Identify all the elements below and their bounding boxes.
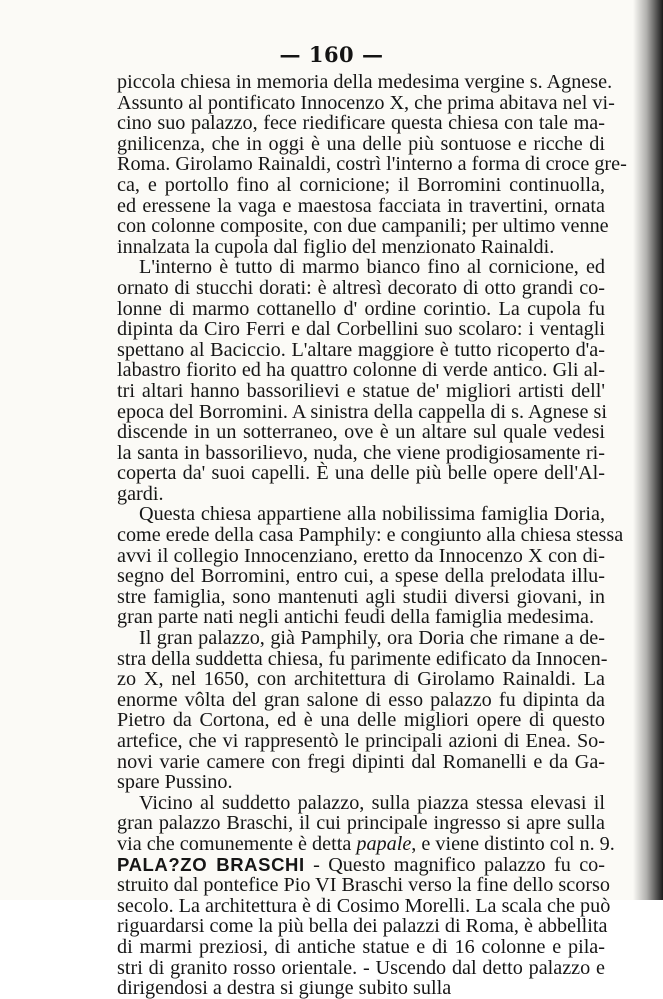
section-heading: PALA?ZO BRASCHI bbox=[117, 853, 305, 875]
page-edge-shadow bbox=[633, 0, 663, 900]
text-line: Vicino al suddetto palazzo, sulla piazza stessa elevasi il bbox=[139, 791, 605, 814]
text-line: secolo. La architettura è di Cosimo Morelli. La scala che può bbox=[117, 894, 611, 917]
text-line: riguardarsi come la più bella dei palazzi di Roma, è abbellita bbox=[117, 915, 608, 938]
text-line: avvi il collegio Innocenziano, eretto da Innocenzo X con di- bbox=[117, 544, 605, 567]
text-line: novi varie camere con fregi dipinti dal Romanelli e da Ga- bbox=[117, 750, 605, 773]
text-line: ed eressene la vaga e maestosa facciata in travertini, ornata bbox=[117, 194, 605, 217]
text-line: coperta da' suoi capelli. È una delle più belle opere dell'Al- bbox=[117, 462, 605, 485]
text-line: stra della suddetta chiesa, fu parimente edificato da Innocen- bbox=[117, 647, 608, 670]
text-line: labastro fiorito ed ha quattro colonne di verde antico. Gli al- bbox=[117, 359, 605, 382]
page-number: — 160 — bbox=[279, 42, 384, 67]
text-line: Il gran palazzo, già Pamphily, ora Doria che rimane a de- bbox=[139, 627, 605, 650]
text-line: ca, e portollo fino al cornicione; il Borromini continuolla, bbox=[117, 173, 605, 196]
text-line: segno del Borromini, entro cui, a spese della prelodata illu- bbox=[117, 565, 605, 588]
text-line-fragment: - Questo magnifico palazzo fu co- bbox=[304, 853, 605, 876]
text-line: spare Pussino. bbox=[117, 771, 233, 794]
text-line: zo X, nel 1650, con architettura di Girolamo Rainaldi. La bbox=[117, 668, 605, 691]
text-line: di marmi preziosi, di antiche statue e di 16 colonne e pila- bbox=[117, 935, 605, 958]
text-line: artefice, che vi rappresentò le principali azioni di Enea. So- bbox=[117, 730, 605, 752]
text-line: gnilicenza, che in oggi è una delle più sontuose e ricche di bbox=[117, 132, 605, 155]
text-line: ornato di stucchi dorati: è altresì decorato di otto grandi co- bbox=[117, 276, 605, 299]
text-line: discende in un sotterraneo, ove è un altare sul quale vedesi bbox=[117, 421, 605, 444]
text-line: con colonne composite, con due campanili; per ultimo venne bbox=[117, 215, 609, 238]
text-line: la santa in bassorilievo, nuda, che viene prodigiosamente ri- bbox=[117, 441, 605, 464]
text-line: epoca del Borromini. A sinistra della cappella di s. Agnese si bbox=[117, 400, 607, 423]
text-line: struito dal pontefice Pio VI Braschi verso la fine dello scorso bbox=[117, 874, 610, 897]
text-line: lonne di marmo cottanello d' ordine corintio. La cupola fu bbox=[117, 297, 605, 320]
text-line: L'interno è tutto di marmo bianco fino al cornicione, ed bbox=[139, 256, 605, 279]
text-line: Roma. Girolamo Rainaldi, costrì l'interno a forma di croce gre- bbox=[117, 153, 627, 176]
italic-word: papale bbox=[356, 832, 412, 855]
text-line: come erede della casa Pamphily: e congiunto alla chiesa stessa bbox=[117, 524, 624, 547]
text-line: gardi. bbox=[117, 482, 164, 505]
text-line: innalzata la cupola dal figlio del menzionato Rainaldi. bbox=[117, 235, 555, 258]
text-line: Pietro da Cortona, ed è una delle migliori opere di questo bbox=[117, 709, 605, 732]
text-line-papale: via che comunemente è detta papale, e viene distinto col n. 9. bbox=[117, 832, 615, 855]
text-line: dipinta da Ciro Ferri e dal Corbellini suo scolaro: i ventagli bbox=[117, 318, 605, 341]
text-line: tri altari hanno bassorilievi e statue de' migliori artisti dell' bbox=[117, 379, 605, 402]
text-line: dirigendosi a destra si giunge subito sulla bbox=[117, 977, 452, 999]
text-line: Questa chiesa appartiene alla nobilissima famiglia Doria, bbox=[139, 503, 605, 526]
text-line: piccola chiesa in memoria della medesima vergine s. Agnese. bbox=[117, 71, 613, 93]
text-line: cino suo palazzo, fece riedificare questa chiesa con tale ma- bbox=[117, 112, 605, 135]
text-line: gran palazzo Braschi, il cui principale ingresso si apre sulla bbox=[117, 812, 605, 835]
text-line: spettano al Baciccio. L'altare maggiore è tutto ricoperto d'a- bbox=[117, 338, 605, 361]
text-line: enorme vôlta del gran salone di esso palazzo fu dipinta da bbox=[117, 688, 605, 711]
text-line: gran parte nati negli antichi feudi della famiglia medesima. bbox=[117, 606, 595, 629]
text-line: Assunto al pontificato Innocenzo X, che prima abitava nel vi- bbox=[117, 91, 615, 114]
body-text bbox=[117, 71, 627, 999]
section-heading-line bbox=[117, 855, 605, 876]
text-line: stri di granito rosso orientale. - Uscendo dal detto palazzo e bbox=[117, 956, 605, 979]
text-line: stre famiglia, sono mantenuti agli studii diversi giovani, in bbox=[117, 585, 605, 608]
